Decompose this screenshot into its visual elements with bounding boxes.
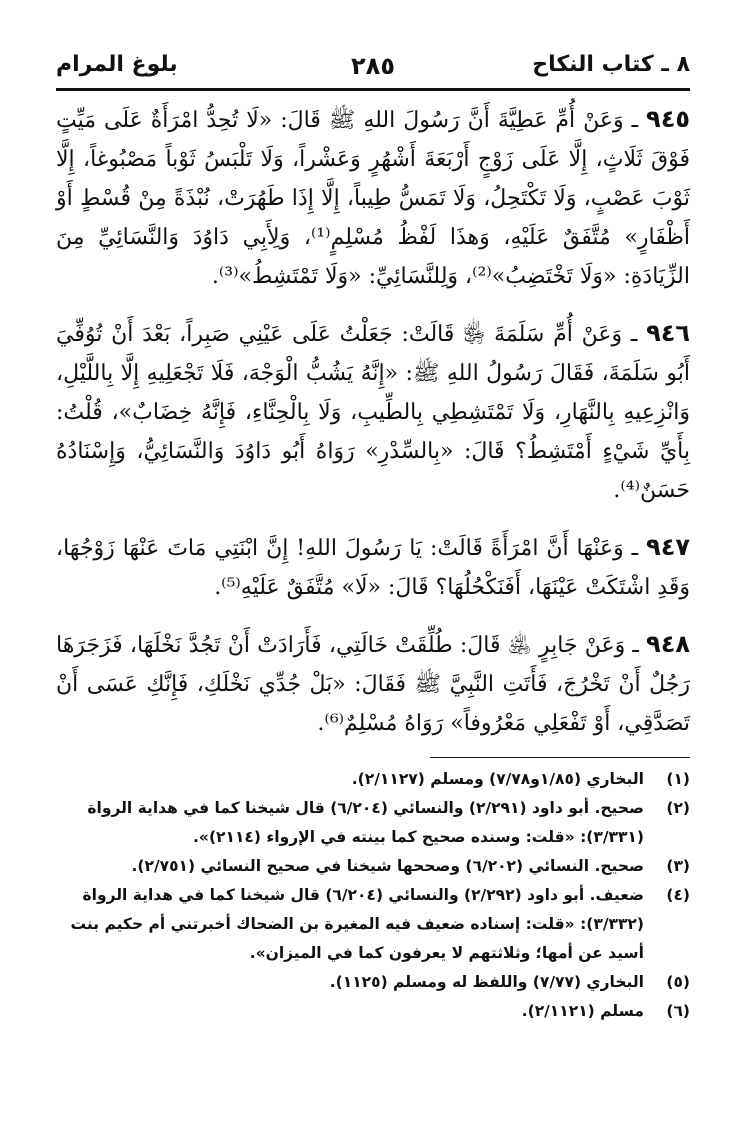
header-rule [56,88,690,91]
footnote-number: (١) [666,770,690,788]
footnotes [56,765,690,1026]
hadith-text: ـ وَعَنْهَا أَنَّ امْرَأَةً قَالَتْ: يَا رَسُولَ اللهِ! إِنَّ ابْنَتِي مَاتَ عَنْهَا زَوْجُهَا، وَقَدِ اشْتَكَتْ عَيْنَهَا، أَفَنَكْحُلُهَا؟ قَالَ: «لَا» مُتَّفَقٌ عَلَيْهِ⁽⁵⁾. [56,536,690,600]
footnote-number: (٣) [666,857,690,875]
hadith-945 [56,100,690,296]
footnote-2 [56,794,690,852]
main-text [56,100,690,761]
hadith-text: ـ وَعَنْ جَابِرٍ ﵁ قَالَ: طُلِّقَتْ خَالَتِي، فَأَرَادَتْ أَنْ تَجُدَّ نَخْلَهَا، فَزَجَرَهَا رَجُلٌ أَنْ تَخْرُجَ، فَأَتَتِ النَّبِيَّ ﷺ فَقَالَ: «بَلْ جُدِّي نَخْلَكِ، فَإِنَّكِ عَسَى أَنْ تَصَدَّقِي، أَوْ تَفْعَلِي مَعْرُوفاً» رَوَاهُ مُسْلِمٌ⁽⁶⁾. [56,633,690,736]
book-title: بلوغ المرام [56,52,178,77]
hadith-number: ٩٤٨ [646,630,690,658]
chapter-title: ٨ ـ كتاب النكاح [532,52,690,77]
hadith-number: ٩٤٧ [646,533,690,561]
footnote-number: (٦) [666,1002,690,1020]
page-header [56,48,690,88]
hadith-948 [56,625,690,743]
footnote-number: (٥) [666,973,690,991]
hadith-number: ٩٤٥ [646,105,690,133]
footnote-3 [56,852,690,881]
footnote-text: البخاري (٧/٧٧) واللفظ له ومسلم (١١٢٥). [329,973,644,991]
footnote-6 [56,997,690,1026]
footnote-text: صحيح. النسائي (٦/٢٠٢) وصححها شيخنا في صحيح النسائي (٢/٧٥١). [131,857,644,875]
hadith-947 [56,528,690,607]
hadith-text: ـ وَعَنْ أُمِّ سَلَمَةَ ﵂ قَالَتْ: جَعَلْتُ عَلَى عَيْنِي صَبِراً، بَعْدَ أَنْ تُوُفِّيَ أَبُو سَلَمَةَ، فَقَالَ رَسُولُ اللهِ ﷺ: «إِنَّهُ يَشُبُّ الْوَجْهَ، فَلَا تَجْعَلِيهِ إِلَّا بِاللَّيْلِ، وَانْزِعِيهِ بِالنَّهَارِ، وَلَا تَمْتَشِطِي بِالطِّيبِ، وَلَا بِالْحِنَّاءِ، فَإِنَّهُ خِضَابٌ»، قُلْتُ: بِأَيِّ شَيْءٍ أَمْتَشِطُ؟ قَالَ: «بِالسِّدْرِ» رَوَاهُ أَبُو دَاوُدَ وَالنَّسَائِيُّ، وَإِسْنَادُهُ حَسَنٌ⁽⁴⁾. [56,322,690,503]
footnote-text: ضعيف. أبو داود (٢/٢٩٢) والنسائي (٦/٢٠٤) قال شيخنا كما في هداية الرواة (٣/٣٣٢): «قلت: إسناده ضعيف فيه المغيرة بن الضحاك أخبرتني أم حكيم بنت أسيد عن أمها؛ وثلاثتهم لا يعرفون كما في الميزان». [70,886,644,962]
footnote-1 [56,765,690,794]
footnote-5 [56,968,690,997]
hadith-946 [56,314,690,510]
footnote-rule [430,757,690,758]
hadith-text: ـ وَعَنْ أُمِّ عَطِيَّةَ أَنَّ رَسُولَ اللهِ ﷺ قَالَ: «لَا تُحِدُّ امْرَأَةٌ عَلَى مَيِّتٍ فَوْقَ ثَلَاثٍ، إِلَّا عَلَى زَوْجٍ أَرْبَعَةَ أَشْهُرٍ وَعَشْراً، وَلَا تَلْبَسُ ثَوْباً مَصْبُوغاً، إِلَّا ثَوْبَ عَصْبٍ، وَلَا تَكْتَحِلُ، وَلَا تَمَسُّ طِيباً، إِلَّا إِذَا طَهُرَتْ، نُبْذَةً مِنْ قُسْطٍ أَوْ أَظْفَارٍ» مُتَّفَقٌ عَلَيْهِ، وَهذَا لَفْظُ مُسْلِمٍ⁽¹⁾، وَلِأَبِي دَاوُدَ وَالنَّسَائِيِّ مِنَ الزِّيَادَةِ: «وَلَا تَخْتَضِبُ»⁽²⁾، وَلِلنَّسَائِيِّ: «وَلَا تَمْتَشِطُ»⁽³⁾. [56,108,690,289]
footnote-text: البخاري (١/٨٥و٧/٧٨) ومسلم (٢/١١٢٧). [351,770,644,788]
footnote-text: مسلم (٢/١١٢١). [521,1002,644,1020]
page-number: ٢٨٥ [351,52,395,80]
footnote-number: (٤) [666,886,690,904]
footnote-4 [56,881,690,968]
hadith-number: ٩٤٦ [646,319,691,347]
footnote-number: (٢) [666,799,690,817]
footnote-text: صحيح. أبو داود (٢/٢٩١) والنسائي (٦/٢٠٤) قال شيخنا كما في هداية الرواة (٣/٣٣١): «قلت: وسنده صحيح كما بينته في الإرواء (٢١١٤)». [87,799,644,846]
